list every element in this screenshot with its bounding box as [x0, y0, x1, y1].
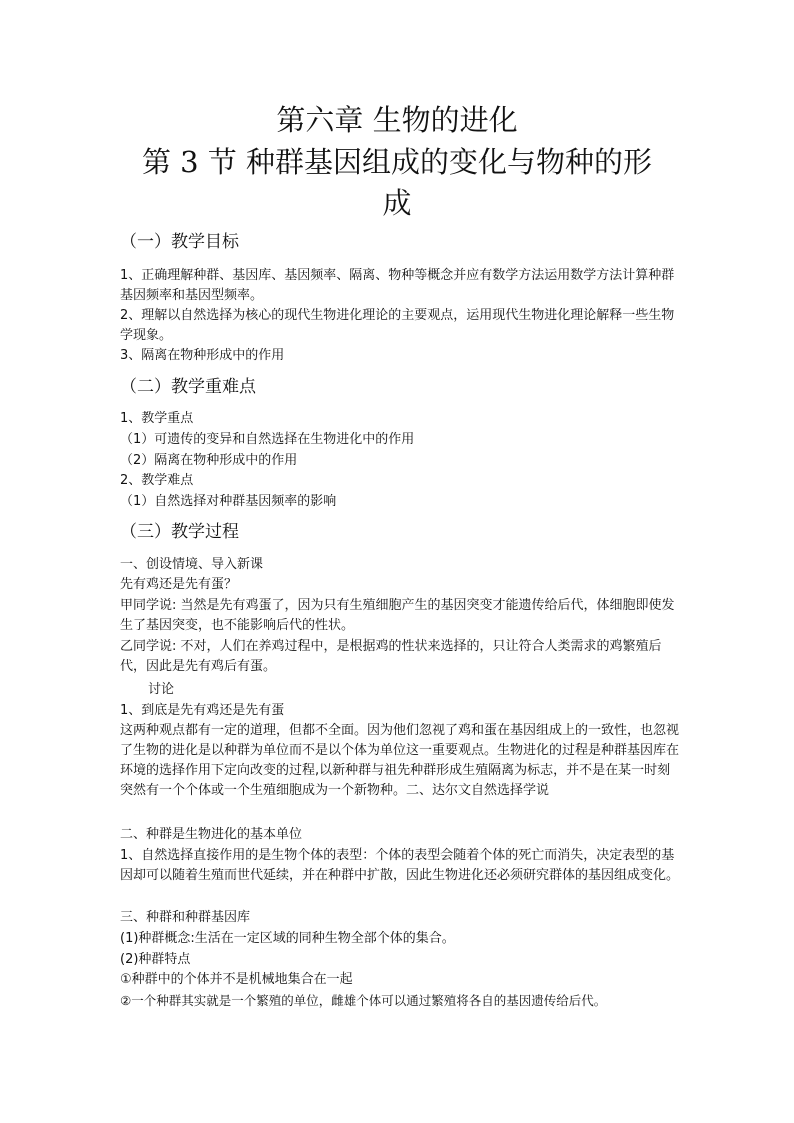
process-paragraph: 甲同学说: 当然是先有鸡蛋了，因为只有生殖细胞产生的基因突变才能遗传给后代，体细胞即使发生了基因突变，也不能影响后代的性状。: [120, 598, 675, 633]
goal-item: 3、隔离在物种形成中的作用: [120, 348, 285, 363]
process-paragraph: (1)种群概念:生活在一定区域的同种生物全部个体的集合。: [120, 931, 455, 946]
section-title-continued: 成: [382, 186, 412, 220]
keypoint-item: （1）可遗传的变异和自然选择在生物进化中的作用: [120, 432, 415, 447]
process-paragraph: ②一个种群其实就是一个繁殖的单位，雌雄个体可以通过繁殖将各自的基因遗传给后代。: [120, 993, 607, 1008]
process-paragraph: 乙同学说: 不对，人们在养鸡过程中，是根据鸡的性状来选择的，只让符合人类需求的鸡繁殖后代，因此是先有鸡后有蛋。: [120, 639, 662, 674]
heading-teaching-goals: （一）教学目标: [120, 232, 239, 252]
process-paragraph: 1、自然选择直接作用的是生物个体的表型：个体的表型会随着个体的死亡而消失，决定表型的基因却可以随着生殖而世代延续，并在种群中扩散，因此生物进化还必须研究群体的基因组成变化。: [120, 848, 680, 883]
process-paragraph: 先有鸡还是先有蛋？: [120, 577, 238, 592]
heading-teaching-process: （三）教学过程: [120, 522, 239, 542]
process-paragraph: 讨论: [148, 682, 175, 697]
process-paragraph: 这两种观点都有一定的道理，但都不全面。因为他们忽视了鸡和蛋在基因组成上的一致性，也忽视了生物的进化是以种群为单位而不是以个体为单位这一重要观点。生物进化的过程是种群基因库在环境的选择作用下定向改变的过程,以新种群与祖先种群形成生殖隔离为标志，并不是在某一时刻突然有一个个体或一个生殖细胞成为一个新物种。二、达尔文自然选择学说: [120, 723, 680, 798]
keypoint-item: （1）自然选择对种群基因频率的影响: [120, 494, 337, 509]
goal-item: 1、正确理解种群、基因库、基因频率、隔离、物种等概念并应有数学方法运用数学方法计算种群基因频率和基因型频率。: [120, 268, 675, 303]
process-paragraph: 1、到底是先有鸡还是先有蛋: [120, 703, 285, 718]
chapter-title: 第六章 生物的进化: [276, 103, 518, 137]
section-title: 第 3 节 种群基因组成的变化与物种的形: [141, 145, 653, 179]
process-paragraph: (2)种群特点: [120, 952, 191, 967]
goal-item: 2、理解以自然选择为核心的现代生物进化理论的主要观点，运用现代生物进化理论解释一些生物学现象。: [120, 308, 675, 343]
process-paragraph: 二、种群是生物进化的基本单位: [120, 827, 303, 842]
keypoint-item: 2、教学难点: [120, 473, 194, 488]
process-paragraph: 三、种群和种群基因库: [120, 910, 251, 925]
process-paragraph: ①种群中的个体并不是机械地集合在一起: [120, 972, 353, 987]
process-paragraph: 一、创设情境、导入新课: [120, 557, 264, 572]
heading-key-difficult-points: （二）教学重难点: [120, 377, 256, 397]
keypoint-item: （2）隔离在物种形成中的作用: [120, 453, 298, 468]
keypoint-item: 1、教学重点: [120, 411, 194, 426]
